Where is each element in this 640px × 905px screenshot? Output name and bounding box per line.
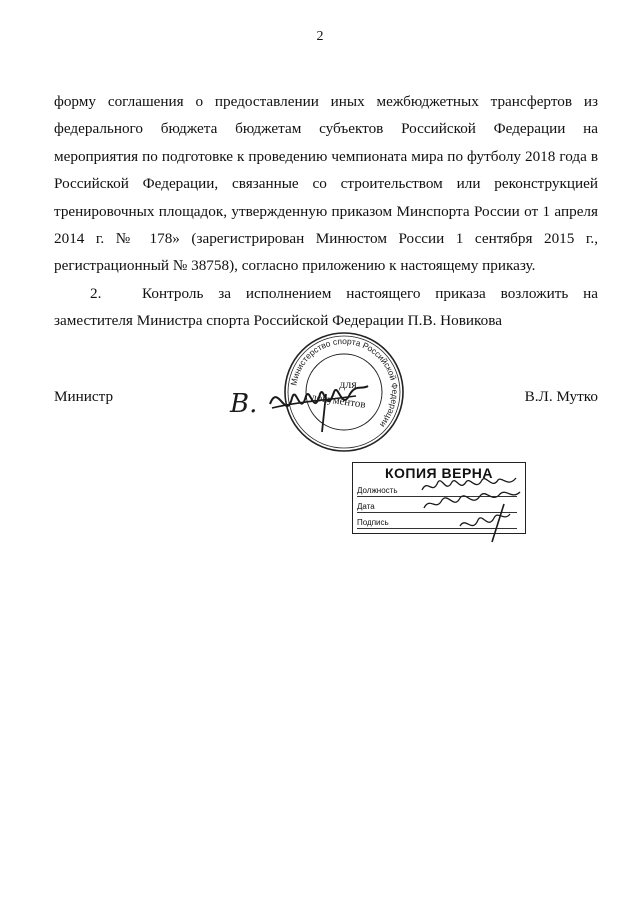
stamp-title: КОПИЯ ВЕРНА (384, 465, 494, 481)
stamp-handwriting (420, 474, 524, 544)
seal-center-line2: документов (310, 391, 367, 411)
handwritten-signature (226, 374, 376, 436)
stamp-position-label: Должность (357, 486, 398, 495)
seal-outer-text: Министерство спорта Российской Федерации (288, 335, 401, 430)
item-text: Контроль за исполнением настоящего приказа возложить на заместителя Министра спорта Российской Федерации П.В. Новикова (54, 284, 598, 330)
page-number: 2 (316, 29, 324, 44)
paragraph-agreement-form: форму соглашения о предоставлении иных межбюджетных трансфертов из федерального бюджета бюджетам субъектов Российской Федерации на мероприятия по подготовке к проведению чемпионата мира по футболу 2018 года в Российской Федерации, связанные со строительством или реконструкцией тренировочных площадок, утвержденную приказом Минспорта России от 1 апреля 2014 г. № 178» (зарегистрирован Минюстом России 1 сентября 2015 г., регистрационный № 38758), согласно приложению к настоящему приказу. (54, 93, 598, 275)
signatory-title: Министр (54, 388, 114, 405)
signature-initial: В. (230, 389, 258, 419)
paragraph-item-2 (54, 280, 598, 335)
signatory-name: В.Л. Мутко (524, 388, 598, 405)
stamp-signature-label: Подпись (357, 518, 389, 527)
document-body (54, 88, 598, 335)
seal-center-line1: для (339, 377, 357, 391)
item-number: 2. (90, 284, 102, 302)
stamp-date-label: Дата (357, 502, 375, 511)
